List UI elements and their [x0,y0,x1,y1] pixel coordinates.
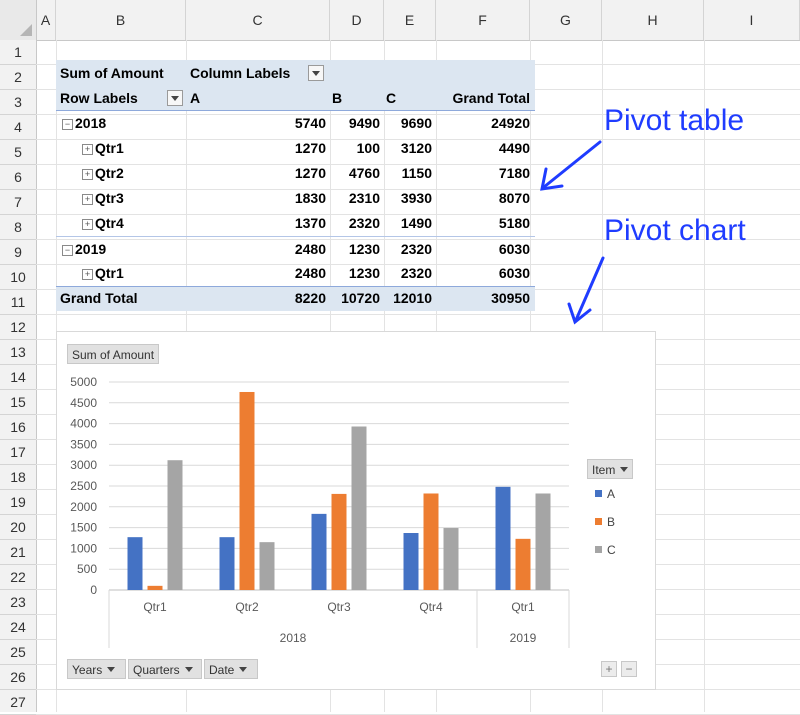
row-header-bar [0,40,37,712]
column-header-e[interactable]: E [384,0,436,40]
row-header-9[interactable]: 9 [0,240,36,265]
legend-label: A [607,487,616,501]
bar-a [128,537,143,590]
value-a: 1270 [294,165,326,181]
row-label-cell [82,136,124,161]
expand-icon[interactable]: + [82,219,93,230]
pivot-chart-annotation: Pivot chart [604,214,746,247]
value-c: 1150 [401,165,432,181]
bar-b [516,539,531,590]
pivot-grand-total-row [56,286,535,311]
row-label: Qtr3 [95,190,124,206]
bar-b [424,493,439,590]
bar-a [404,533,419,590]
column-c-header: C [386,90,397,106]
bar-a [312,514,327,590]
value-a: 1270 [294,140,326,156]
column-header-a[interactable]: A [36,0,56,40]
value-b: 4760 [348,165,380,181]
row-header-25[interactable]: 25 [0,640,36,665]
row-header-13[interactable]: 13 [0,340,36,365]
column-header-h[interactable]: H [602,0,704,40]
pivot-quarter-row [56,161,535,186]
value-total: 7180 [498,165,530,181]
column-labels-filter-button[interactable] [308,65,324,81]
value-c: 2320 [400,241,432,257]
value-b: 100 [356,140,380,156]
column-header-f[interactable]: F [436,0,530,40]
x-tick-label: Qtr1 [511,600,535,614]
row-header-10[interactable]: 10 [0,265,36,290]
value-c: 3930 [400,190,432,206]
gridline-h [36,314,800,315]
column-header-bar [0,0,800,41]
value-c: 9690 [400,115,432,131]
row-header-11[interactable]: 11 [0,290,36,315]
row-header-1[interactable]: 1 [0,40,36,65]
row-label: Qtr1 [95,265,124,281]
grand-total-label: Grand Total [60,290,138,306]
bar-c [536,493,551,590]
grand-total-b: 10720 [341,290,380,306]
pivot-quarter-row [56,211,535,236]
row-header-12[interactable]: 12 [0,315,36,340]
collapse-icon[interactable]: − [62,245,73,256]
pivot-header-row-1 [56,61,535,86]
row-label: 2018 [75,115,107,131]
filter-chip-label: Date [209,663,235,677]
value-b: 9490 [348,115,380,131]
expand-field-button[interactable]: + [601,661,617,677]
row-label: 2019 [75,241,107,257]
filter-chip-label: Quarters [133,663,180,677]
column-header-i[interactable]: I [704,0,800,40]
legend-label: C [607,543,616,557]
row-header-23[interactable]: 23 [0,590,36,615]
row-label-cell [62,237,106,262]
y-tick-label: 2500 [70,479,97,493]
value-total: 6030 [498,265,530,281]
expand-icon[interactable]: + [82,169,93,180]
y-tick-label: 4500 [70,395,97,410]
column-header-b[interactable]: B [56,0,186,40]
expand-icon[interactable]: + [82,194,93,205]
value-b: 2310 [348,190,380,206]
column-a-header: A [190,90,201,106]
bar-b [332,494,347,590]
pivot-year-row [56,236,535,262]
value-total: 6030 [498,241,530,257]
value-c: 3120 [400,140,432,156]
value-field-button[interactable]: Sum of Amount [67,344,159,364]
row-label-cell [62,111,106,136]
row-header-5[interactable]: 5 [0,140,36,165]
value-a: 1370 [294,215,326,231]
row-labels-label: Row Labels [60,90,138,106]
bar-c [168,460,183,590]
pivot-table-arrow-icon [544,142,600,187]
row-label: Qtr1 [95,140,124,156]
pivot-chart[interactable] [56,331,656,690]
legend-label: B [607,515,616,529]
bar-b [240,392,255,590]
row-header-2[interactable]: 2 [0,65,36,90]
x-tick-label: Qtr1 [143,600,167,614]
x-tick-label: Qtr4 [419,600,443,614]
grand-total-header: Grand Total [452,90,530,106]
pivot-quarter-row [56,186,535,211]
column-labels-label: Column Labels [190,65,291,81]
legend-field-label: Item [592,463,616,477]
x-group-label: 2019 [509,631,537,645]
row-header-8[interactable]: 8 [0,215,36,240]
annotation-arrows [530,130,620,330]
row-label: Qtr4 [95,215,124,231]
value-b: 2320 [348,215,380,231]
value-a: 2480 [294,241,326,257]
value-b: 1230 [348,241,380,257]
expand-icon[interactable]: + [82,269,93,280]
value-total: 24920 [491,115,530,131]
bar-b [148,586,163,590]
pivot-quarter-row [56,261,535,286]
row-header-19[interactable]: 19 [0,490,36,515]
row-label-cell [82,186,124,211]
row-label: Qtr2 [95,165,124,181]
row-header-26[interactable]: 26 [0,665,36,690]
row-header-24[interactable]: 24 [0,615,36,640]
row-header-14[interactable]: 14 [0,365,36,390]
sum-of-amount-label: Sum of Amount [60,65,164,81]
pivot-header-row-2 [56,86,535,111]
row-header-27[interactable]: 27 [0,690,36,715]
row-header-16[interactable]: 16 [0,415,36,440]
column-header-c[interactable]: C [186,0,330,40]
row-header-4[interactable]: 4 [0,115,36,140]
x-group-label: 2018 [279,631,307,645]
row-header-17[interactable]: 17 [0,440,36,465]
value-total: 4490 [498,140,530,156]
value-a: 5740 [294,115,326,131]
bar-a [220,537,235,590]
value-a: 2480 [294,265,326,281]
bar-c [260,542,275,590]
pivot-year-row [56,111,535,136]
value-total: 8070 [498,190,530,206]
row-header-6[interactable]: 6 [0,165,36,190]
select-all-triangle-icon [20,24,32,36]
collapse-field-button[interactable]: − [621,661,637,677]
row-label-cell [82,161,124,186]
row-header-15[interactable]: 15 [0,390,36,415]
row-header-21[interactable]: 21 [0,540,36,565]
chart-plot-area [57,332,655,689]
row-label-cell [82,211,124,236]
gridline-v [704,40,705,712]
y-tick-label: 5000 [70,375,97,389]
y-tick-label: 1000 [70,541,97,556]
collapse-icon[interactable]: − [62,119,73,130]
y-tick-label: 3000 [70,458,97,473]
row-header-18[interactable]: 18 [0,465,36,490]
row-label-cell [82,261,124,286]
row-header-3[interactable]: 3 [0,90,36,115]
row-header-7[interactable]: 7 [0,190,36,215]
value-c: 2320 [400,265,432,281]
row-header-22[interactable]: 22 [0,565,36,590]
row-labels-filter-button[interactable] [167,90,183,106]
filter-chip-label: Years [72,663,103,677]
bar-a [496,487,511,590]
pivot-table-annotation: Pivot table [604,104,745,137]
y-tick-label: 1500 [70,520,97,535]
grand-total-total: 30950 [491,290,530,306]
row-header-20[interactable]: 20 [0,515,36,540]
bar-c [352,427,367,590]
column-header-d[interactable]: D [330,0,384,40]
x-tick-label: Qtr2 [235,600,259,614]
pivot-quarter-row [56,136,535,161]
y-tick-label: 0 [90,583,97,597]
select-all-corner[interactable] [0,0,37,40]
column-b-header: B [332,90,343,106]
bar-c [444,528,459,590]
value-total: 5180 [498,215,530,231]
value-b: 1230 [348,265,380,281]
x-tick-label: Qtr3 [327,600,351,614]
y-tick-label: 500 [76,562,97,577]
expand-icon[interactable]: + [82,144,93,155]
y-tick-label: 3500 [70,437,97,452]
y-tick-label: 2000 [70,499,97,514]
grand-total-a: 8220 [294,290,326,306]
y-tick-label: 4000 [70,416,97,431]
value-a: 1830 [294,190,326,206]
value-c: 1490 [400,215,432,231]
grand-total-c: 12010 [393,290,432,306]
column-header-g[interactable]: G [530,0,602,40]
